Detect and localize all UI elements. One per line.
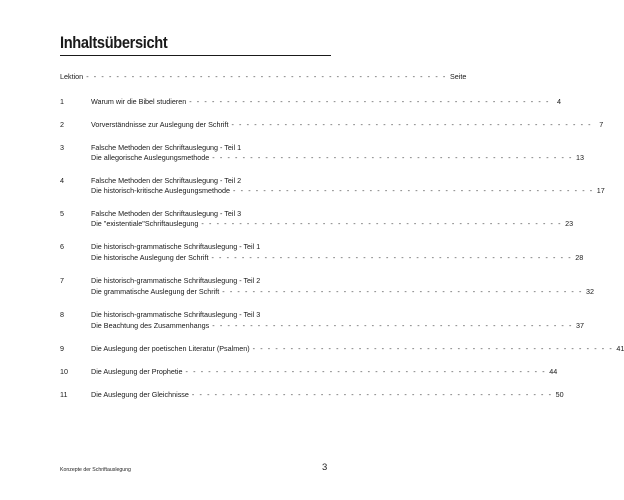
- toc-entry-6-subtitle[interactable]: [60, 251, 584, 265]
- lesson-number: 11: [60, 390, 68, 399]
- lesson-title: Die Auslegung der Prophetie: [91, 367, 183, 376]
- page-number: 4: [556, 97, 561, 106]
- page-number: 7: [599, 120, 604, 129]
- page-number: 32: [586, 287, 594, 296]
- lesson-title: Die historisch-grammatische Schriftauslegung - Teil 3: [91, 310, 261, 319]
- toc-entry-10[interactable]: [60, 365, 558, 379]
- lesson-column-header: Lektion: [60, 72, 84, 81]
- footer-page-number: 3: [322, 462, 328, 473]
- page-number: 13: [576, 153, 585, 162]
- leader-dots: - - - - - - - - - - - - - - - - - - - - - - - - - - - - - - - - - - - - - - - - - - - - - - - -: [222, 287, 583, 296]
- page-number: 17: [596, 186, 605, 195]
- toc-entry-4-subtitle[interactable]: [60, 184, 605, 198]
- lesson-subtitle: Die allegorische Auslegungsmethode: [91, 153, 210, 162]
- page-title: Inhaltsübersicht: [60, 33, 168, 52]
- leader-dots: - - - - - - - - - - - - - - - - - - - - - - - - - - - - - - - - - - - - - - - - - - - - - - - -: [201, 219, 563, 228]
- toc-entry-2[interactable]: [60, 118, 604, 132]
- lesson-number: 8: [60, 310, 64, 319]
- lesson-number: 10: [60, 367, 68, 376]
- toc-header: [60, 70, 467, 84]
- page-number: 41: [616, 344, 624, 353]
- toc-entry-7-subtitle[interactable]: [60, 285, 594, 299]
- leader-dots: - - - - - - - - - - - - - - - - - - - - - - - - - - - - - - - - - - - - - - - - - - - - - - - -: [252, 344, 614, 353]
- toc-entry-5-subtitle[interactable]: [60, 217, 574, 231]
- lesson-title: Die historisch-grammatische Schriftauslegung - Teil 2: [91, 276, 261, 285]
- page-number: 37: [576, 321, 585, 330]
- lesson-title: Vorverständnisse zur Auslegung der Schrift: [91, 120, 229, 129]
- lesson-title: Falsche Methoden der Schriftauslegung - Teil 2: [91, 176, 242, 185]
- lesson-title: Die Auslegung der Gleichnisse: [91, 390, 189, 399]
- lesson-number: 7: [60, 276, 64, 285]
- lesson-number: 9: [60, 344, 64, 353]
- footer-book-title: Konzepte der Schriftauslegung: [60, 467, 131, 473]
- lesson-title: Die Auslegung der poetischen Literatur (Psalmen): [91, 344, 250, 353]
- page-number: 50: [555, 390, 564, 399]
- toc-entry-8-subtitle[interactable]: [60, 319, 585, 333]
- leader-dots: - - - - - - - - - - - - - - - - - - - - - - - - - - - - - - - - - - - - - - - - - - - - - - - -: [212, 153, 574, 162]
- toc-entry-3-subtitle[interactable]: [60, 151, 585, 165]
- page-column-header: Seite: [449, 72, 467, 81]
- title-rule: [60, 55, 331, 56]
- lesson-subtitle: Die historische Auslegung der Schrift: [91, 253, 209, 262]
- lesson-subtitle: Die Beachtung des Zusammenhangs: [91, 321, 210, 330]
- leader-dots: - - - - - - - - - - - - - - - - - - - - - - - - - - - - - - - - - - - - - - - - - - - - - - - -: [231, 120, 593, 129]
- lesson-number: 5: [60, 209, 64, 218]
- leader-dots: - - - - - - - - - - - - - - - - - - - - - - - - - - - - - - - - - - - - - - - - - - - - - - - -: [233, 186, 594, 195]
- lesson-subtitle: Die historisch-kritische Auslegungsmethode: [91, 186, 231, 195]
- page-number: 23: [565, 219, 574, 228]
- toc-entry-1[interactable]: [60, 95, 561, 109]
- leader-dots: - - - - - - - - - - - - - - - - - - - - - - - - - - - - - - - - - - - - - - - - - - - - - - - -: [185, 367, 547, 376]
- lesson-number: 1: [60, 97, 64, 106]
- leader-dots: - - - - - - - - - - - - - - - - - - - - - - - - - - - - - - - - - - - - - - - - - - - - - - - -: [86, 72, 447, 81]
- page-number: 44: [549, 367, 558, 376]
- toc-entry-9[interactable]: [60, 342, 624, 356]
- lesson-title: Falsche Methoden der Schriftauslegung - Teil 3: [91, 209, 242, 218]
- lesson-title: Warum wir die Bibel studieren: [91, 97, 187, 106]
- lesson-title: Die historisch-grammatische Schriftauslegung - Teil 1: [91, 242, 261, 251]
- page-number: 28: [575, 253, 584, 262]
- lesson-number: 6: [60, 242, 64, 251]
- lesson-subtitle: Die grammatische Auslegung der Schrift: [91, 287, 220, 296]
- lesson-number: 3: [60, 143, 64, 152]
- leader-dots: - - - - - - - - - - - - - - - - - - - - - - - - - - - - - - - - - - - - - - - - - - - - - - - -: [211, 253, 573, 262]
- lesson-number: 2: [60, 120, 64, 129]
- lesson-number: 4: [60, 176, 64, 185]
- leader-dots: - - - - - - - - - - - - - - - - - - - - - - - - - - - - - - - - - - - - - - - - - - - - - - - -: [191, 390, 553, 399]
- toc-entry-11[interactable]: [60, 388, 564, 402]
- leader-dots: - - - - - - - - - - - - - - - - - - - - - - - - - - - - - - - - - - - - - - - - - - - - - - - -: [212, 321, 574, 330]
- lesson-title: Falsche Methoden der Schriftauslegung - Teil 1: [91, 143, 242, 152]
- lesson-subtitle: Die "existentiale"Schriftauslegung: [91, 219, 199, 228]
- leader-dots: - - - - - - - - - - - - - - - - - - - - - - - - - - - - - - - - - - - - - - - - - - - - - - - -: [189, 97, 550, 106]
